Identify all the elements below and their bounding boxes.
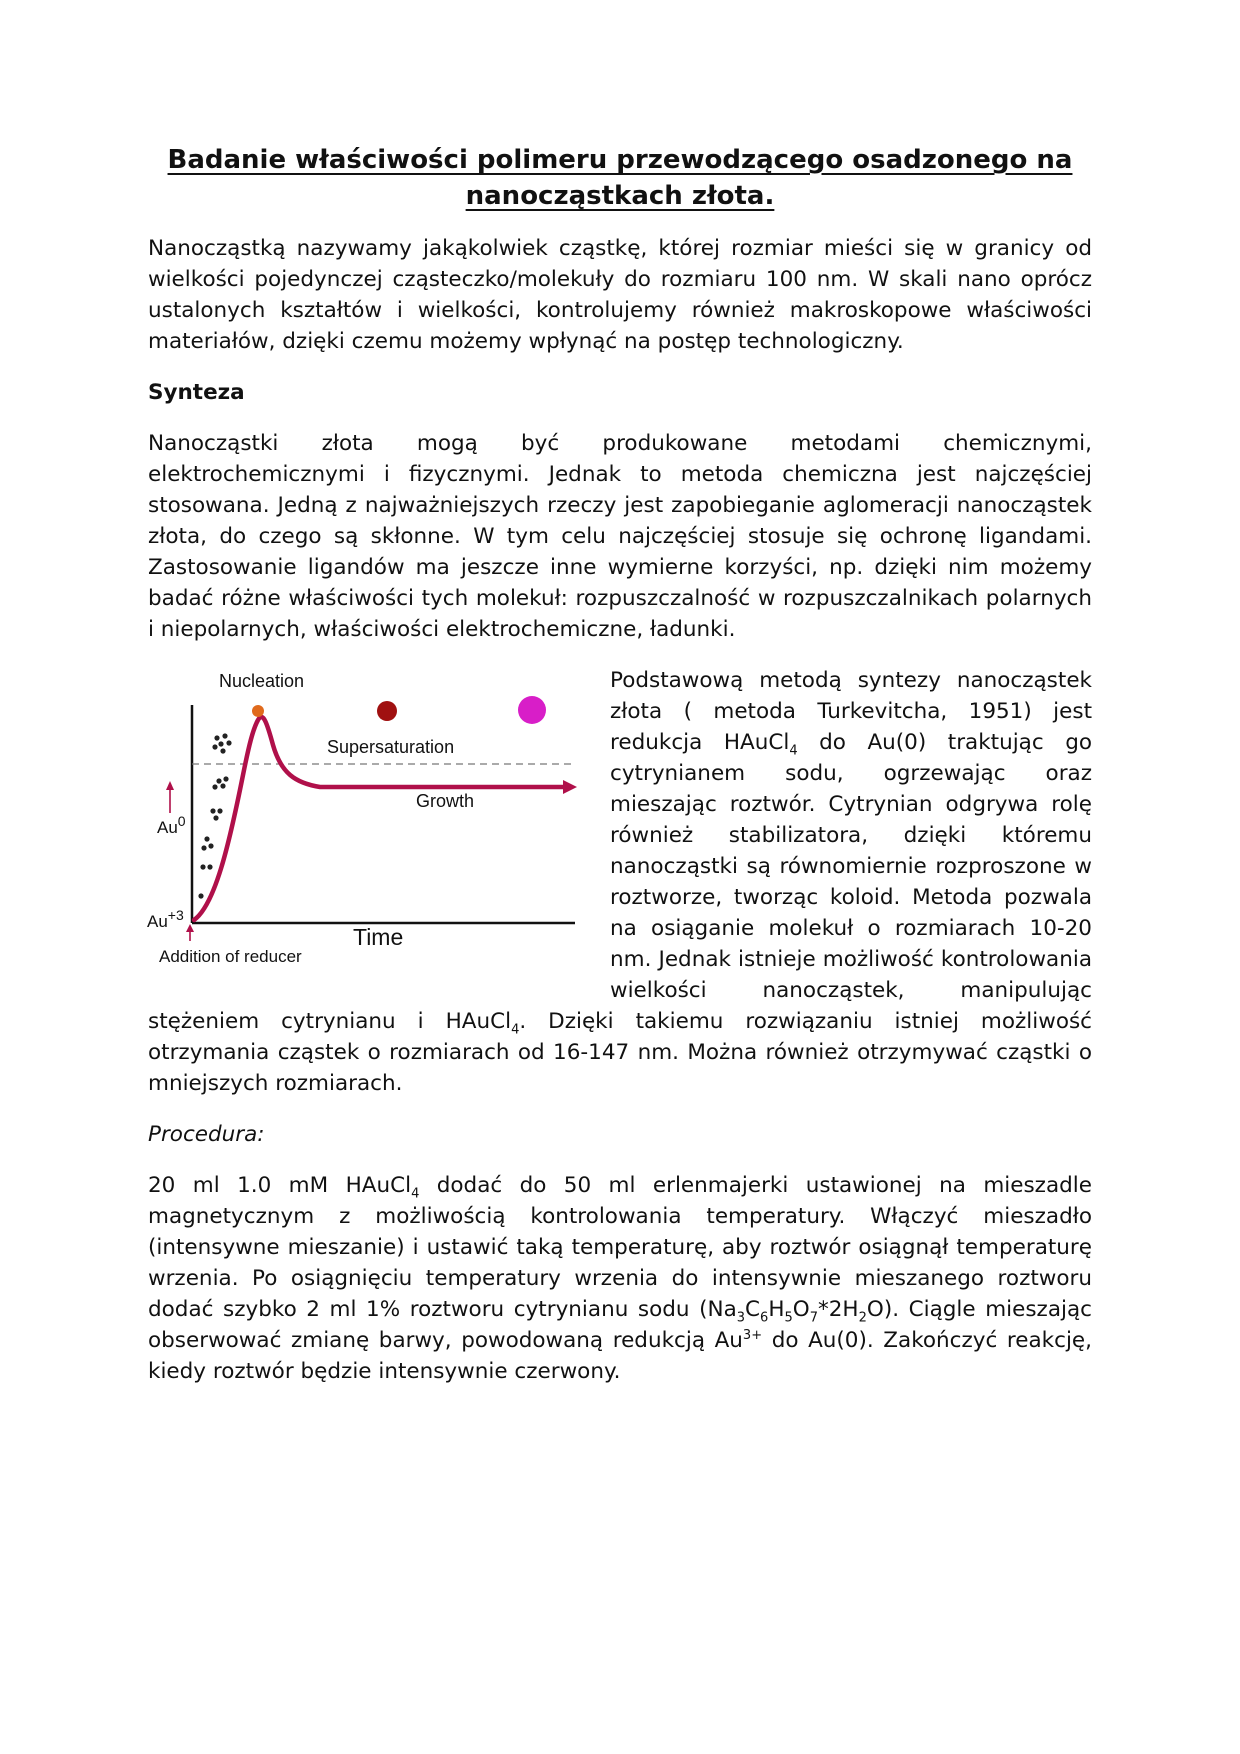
au0-arrowhead [166, 781, 174, 790]
growth-label: Growth [416, 791, 475, 811]
growth-particle-large [518, 696, 546, 724]
method-paragraph: Podstawową metodą syntezy nanocząstek złota ( metoda Turkevitcha, 1951) jest redukcja HAuCl$_4$ do Au(0) traktując go cytrynianem sodu, ogrzewając oraz mieszając roztwór. Cytrynian odgrywa rolę również stabilizatora, dzięki któremu nanocząstki są równomiernie rozproszone w roztworze, tworząc koloid. Metoda pozwala na osiąganie molekuł o rozmiarach 10-20 nm. Jednak istnieje możliwość kontrolowania wielkości nanocząstek, manipulując stężeniem cytrynianu i HAuCl$_4$. Dzięki takiemu rozwiązaniu istniej możliwość otrzymania cząstek o rozmiarach od 16-147 nm. Można również otrzymywać cząstki o mniejszych rozmiarach. [148, 668, 1093, 1096]
procedure-paragraph: 20 ml 1.0 mM HAuCl$_4$ dodać do 50 ml erlenmajerki ustawionej na mieszadle magnetycznym z możliwością kontrolowania temperatury. Włączyć mieszadło (intensywne mieszanie) i ustawić taką temperaturę, aby roztwór osiągnął temperaturę wrzenia. Po osiągnięciu temperatury wrzenia do intensywnie mieszanego roztworu dodać szybko 2 ml 1% roztworu cytrynianu sodu $(Na_3C_6H_5O_7*2H_2O)$. Ciągle mieszając obserwować zmianę barwy, powodowaną redukcją $Au^{3+}$ do Au(0). Zakończyć reakcję, kiedy roztwór będzie intensywnie czerwony. [148, 1173, 1092, 1384]
supersaturation-label: Supersaturation [327, 737, 455, 757]
nucleation-growth-figure [145, 665, 595, 995]
au3-label: $Au^{+3}$ [147, 907, 184, 931]
au0-label: Au$^0$ [157, 813, 186, 837]
time-axis-label: Time [353, 924, 404, 950]
section-heading-synteza: Synteza [148, 380, 245, 405]
intro-paragraph: Nanocząstką nazywamy jakąkolwiek cząstkę, której rozmiar mieści się w granicy od wielkości pojedynczej cząsteczko/molekuły do rozmiaru 100 nm. W skali nano oprócz ustalonych kształtów i wielkości, kontrolujemy również makroskopowe właściwości materiałów, dzięki czemu możemy wpłynąć na postęp technologiczny. [148, 236, 1092, 354]
addition-of-reducer-label: Addition of reducer [159, 947, 302, 966]
nucleation-dot [252, 705, 264, 717]
nucleation-growth-diagram [145, 665, 595, 995]
document-title: Badanie właściwości polimeru przewodzącego osadzonego na nanocząstkach złota. [167, 145, 1073, 211]
addition-arrowhead [186, 924, 194, 932]
atom-clusters [198, 733, 231, 898]
section-heading-procedura: Procedura: [148, 1122, 265, 1147]
nucleation-label: Nucleation [219, 671, 305, 691]
synteza-paragraph: Nanocząstki złota mogą być produkowane metodami chemicznymi, elektrochemicznymi i fizycznymi. Jednak to metoda chemiczna jest najczęściej stosowana. Jedną z najważniejszych rzeczy jest zapobieganie aglomeracji nanocząstek złota, do czego są skłonne. W tym celu najczęściej stosuje się ochronę ligandami. Zastosowanie ligandów ma jeszcze inne wymierne korzyści, np. dzięki nim możemy badać różne właściwości tych molekuł: rozpuszczalność w rozpuszczalnikach polarnych i niepolarnych, właściwości elektrochemiczne, ładunki. [148, 431, 1092, 642]
growth-particle-small [377, 701, 397, 721]
growth-arrowhead [563, 780, 577, 794]
document-content [148, 142, 1092, 1387]
